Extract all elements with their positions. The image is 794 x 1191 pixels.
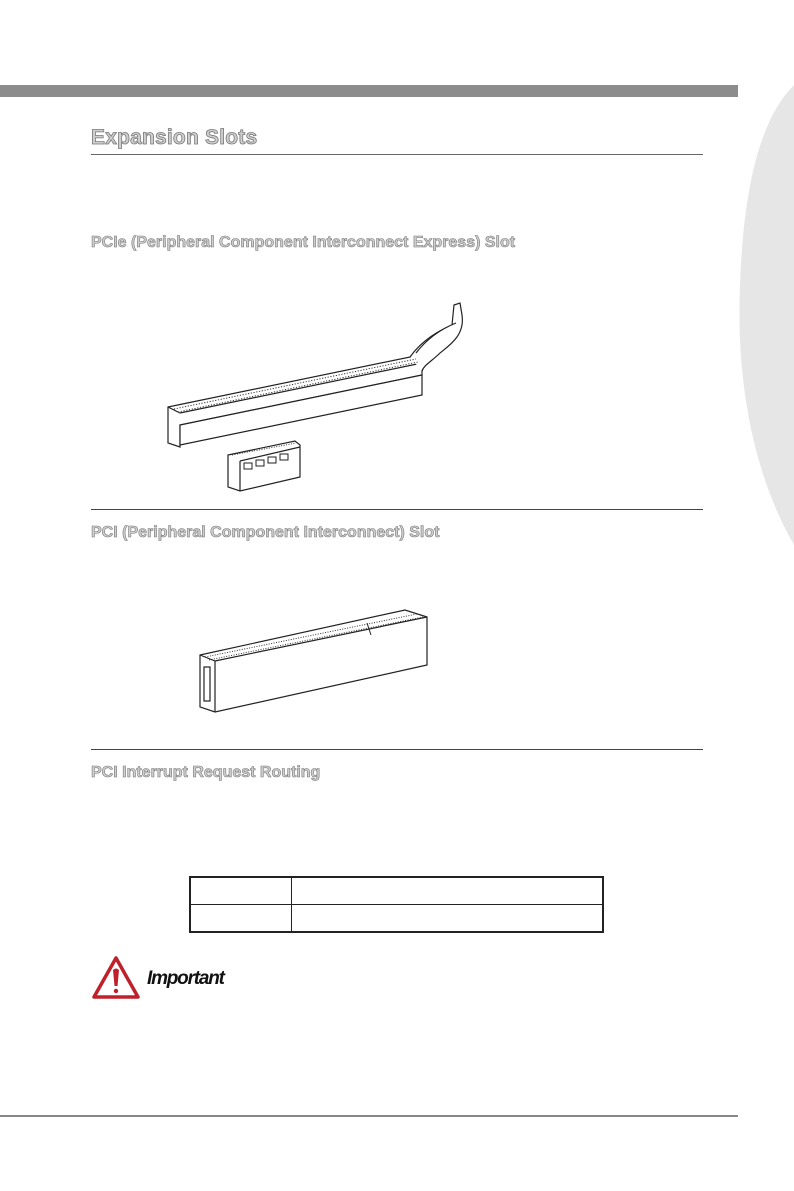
table-cell — [292, 905, 604, 933]
footer-rule — [0, 1115, 738, 1117]
header-bar — [0, 85, 738, 97]
table-cell — [190, 877, 292, 905]
table-cell — [190, 905, 292, 933]
irq-routing-table — [189, 876, 604, 933]
chapter-side-tab — [734, 85, 794, 545]
table-row — [190, 905, 603, 933]
pcie-divider — [91, 509, 703, 510]
title-rule — [91, 154, 703, 155]
table-cell — [292, 877, 604, 905]
pcie-heading: PCIe (Peripheral Component Interconnect Express) Slot — [91, 234, 516, 251]
pci-divider — [91, 749, 703, 750]
table-row — [190, 877, 603, 905]
pci-slot-illustration — [195, 605, 435, 715]
pci-heading: PCI (Peripheral Component Interconnect) Slot — [91, 524, 440, 541]
page-title: Expansion Slots — [91, 126, 258, 149]
warning-icon — [91, 955, 141, 1001]
pcie-slot-illustration — [160, 295, 490, 500]
important-label: Important — [147, 968, 224, 989]
irq-heading: PCI Interrupt Request Routing — [91, 764, 321, 781]
